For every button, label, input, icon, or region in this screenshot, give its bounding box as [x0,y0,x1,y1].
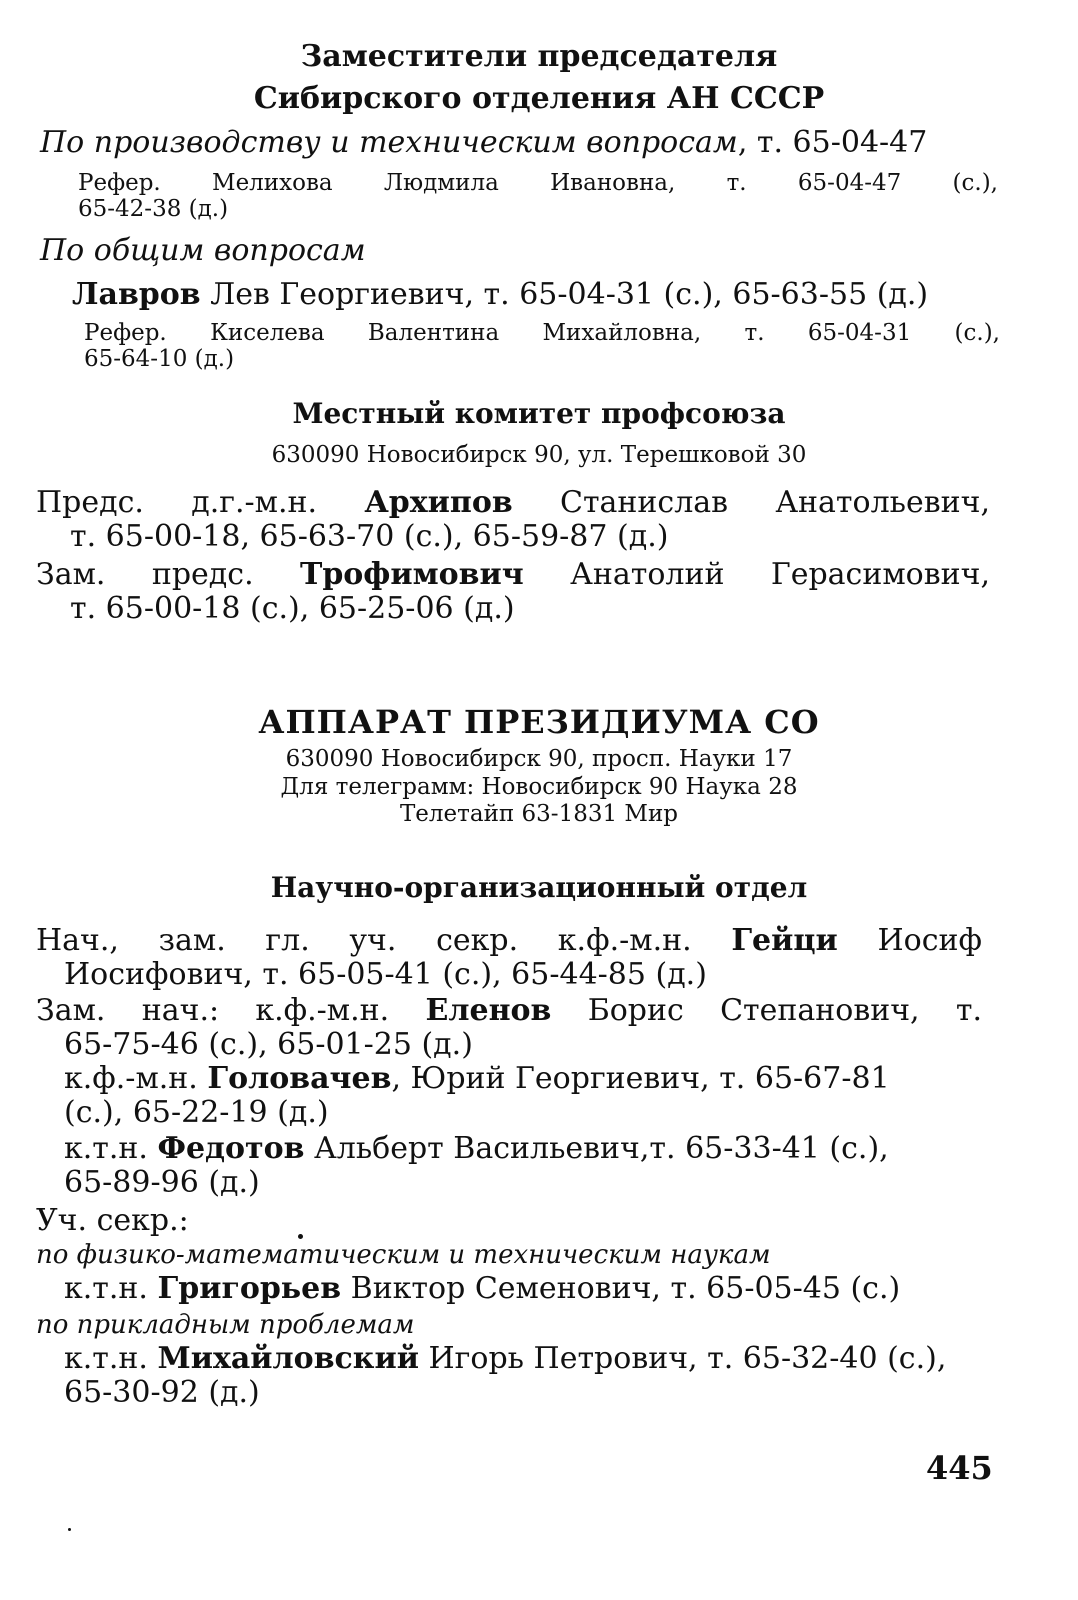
production-category-line [40,125,928,160]
union-deputy-line1 [36,557,990,592]
ink-speck [298,1234,303,1239]
science-head-prefix: Нач., зам. гл. уч. секр. к.ф.-м.н. [36,923,692,958]
science-deputy1-line2: 65-75-46 (с.), 65-01-25 (д.) [64,1027,473,1062]
science-deputy1-rest: Борис Степанович, т. [587,993,982,1028]
science-deputy1-surname: Еленов [425,993,552,1028]
union-deputy-line2: т. 65-00-18 (с.), 65-25-06 (д.) [70,591,515,626]
science-sec1-rest: Виктор Семенович, т. 65-05-45 (с.) [341,1271,901,1306]
science-deputy2-rest: , Юрий Георгиевич, т. 65-67-81 [391,1061,890,1096]
science-deputy3-rest: Альберт Васильевич,т. 65-33-41 (с.), [304,1131,889,1166]
science-deputy2-line2: (с.), 65-22-19 (д.) [64,1095,329,1130]
general-referent-line1: Рефер. Киселева Валентина Михайловна, т. 65-04-31 (с.), [84,320,1000,346]
science-dept-title: Научно-организационный отдел [270,871,808,904]
page-number: 445 [926,1449,993,1487]
presidium-telegram: Для телеграмм: Новосибирск 90 Наука 28 [280,774,798,800]
science-deputy2-surname: Головачев [207,1061,392,1096]
science-sec2-rest: Игорь Петрович, т. 65-32-40 (с.), [418,1341,947,1376]
science-sec2-surname: Михайловский [157,1341,419,1376]
general-person-rest: Лев Георгиевич, т. 65-04-31 (с.), 65-63-55 (д.) [200,277,929,312]
union-chair-rest: Станислав Анатольевич, [559,485,990,520]
production-referent-line1: Рефер. Мелихова Людмила Ивановна, т. 65-04-47 (с.), [78,170,998,196]
science-sec1-surname: Григорьев [157,1271,342,1306]
production-category: По производству и техническим вопросам [40,125,738,160]
science-sec2-line2: 65-30-92 (д.) [64,1375,260,1410]
science-secretaries-label: Уч. секр.: [36,1203,189,1238]
science-head-surname: Гейци [731,923,838,958]
science-sec1-line [64,1271,901,1306]
union-chair-line2: т. 65-00-18, 65-63-70 (с.), 65-59-87 (д.) [70,519,669,554]
production-phone: , т. 65-04-47 [737,125,928,160]
union-chair-surname: Архипов [364,485,513,520]
science-sec1-category: по физико-математическим и техническим наукам [36,1240,771,1270]
science-deputy2-prefix: к.ф.-м.н. [64,1061,198,1096]
science-deputy1-prefix: Зам. нач.: к.ф.-м.н. [36,993,390,1028]
presidium-address: 630090 Новосибирск 90, просп. Науки 17 [285,746,793,772]
science-deputy1-line1 [36,993,982,1028]
deputies-title-line1: Заместители председателя [300,39,778,74]
deputies-title-line2: Сибирского отделения АН СССР [253,81,825,116]
science-head-line2: Иосифович, т. 65-05-41 (с.), 65-44-85 (д.) [64,957,707,992]
union-deputy-surname: Трофимович [300,557,524,592]
production-referent-line2: 65-42-38 (д.) [78,196,229,222]
union-address: 630090 Новосибирск 90, ул. Терешковой 30 [271,442,807,468]
science-deputy3-prefix: к.т.н. [64,1131,148,1166]
general-person-line [72,277,929,312]
science-deputy3-surname: Федотов [157,1131,305,1166]
science-head-rest: Иосиф [877,923,982,958]
presidium-teletype: Телетайп 63-1831 Мир [399,801,679,827]
science-deputy2-line1 [64,1061,890,1096]
science-sec1-prefix: к.т.н. [64,1271,148,1306]
science-sec2-line1 [64,1341,947,1376]
general-referent-line2: 65-64-10 (д.) [84,346,235,372]
union-deputy-prefix: Зам. предс. [36,557,254,592]
science-deputy3-line1 [64,1131,889,1166]
union-chair-line1 [36,485,990,520]
presidium-title: АППАРАТ ПРЕЗИДИУМА СО [258,703,820,741]
general-person-surname: Лавров [72,277,201,312]
union-chair-prefix: Предс. д.г.-м.н. [36,485,318,520]
union-title: Местный комитет профсоюза [292,397,786,430]
ink-speck-bottom [68,1528,71,1531]
union-deputy-rest: Анатолий Герасимович, [570,557,990,592]
science-sec2-prefix: к.т.н. [64,1341,148,1376]
science-sec2-category: по прикладным проблемам [36,1310,415,1340]
science-deputy3-line2: 65-89-96 (д.) [64,1165,260,1200]
science-head-line1 [36,923,982,958]
general-category: По общим вопросам [40,233,366,268]
